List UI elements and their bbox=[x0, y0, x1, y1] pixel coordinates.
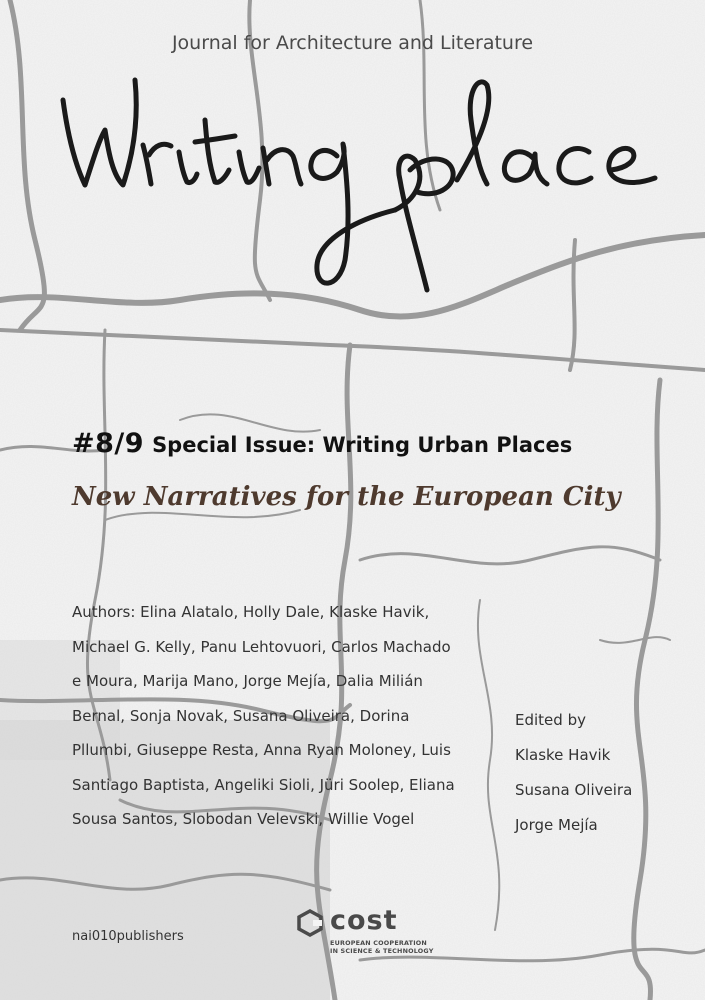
authors-list bbox=[72, 595, 502, 837]
issue-title: Special Issue: Writing Urban Places bbox=[152, 433, 573, 457]
cost-tagline-2: IN SCIENCE & TECHNOLOGY bbox=[330, 947, 434, 955]
publisher-name: nai010publishers bbox=[72, 929, 184, 944]
editors-block bbox=[515, 703, 665, 843]
authors-line: e Moura, Marija Mano, Jorge Mejía, Dalia Milián bbox=[72, 672, 423, 690]
authors-line: Sousa Santos, Slobodan Velevski, Willie Vogel bbox=[72, 810, 415, 828]
authors-line: Bernal, Sonja Novak, Susana Oliveira, Dorina bbox=[72, 706, 410, 725]
authors-line: Pllumbi, Giuseppe Resta, Anna Ryan Moloney, Luis bbox=[72, 741, 451, 759]
authors-line: Santiago Baptista, Angeliki Sioli, Jüri Soolep, Eliana bbox=[72, 775, 455, 794]
editor-name: Susana Oliveira bbox=[515, 781, 633, 799]
editors-label: Edited by bbox=[515, 711, 586, 729]
journal-subtitle: Journal for Architecture and Literature bbox=[171, 32, 534, 54]
cost-hexagon-icon bbox=[296, 909, 324, 937]
issue-tagline: New Narratives for the European City bbox=[72, 482, 621, 512]
authors-line: Authors: Elina Alatalo, Holly Dale, Klaske Havik, bbox=[72, 603, 430, 621]
editor-name: Klaske Havik bbox=[515, 746, 611, 764]
writingplace-logo bbox=[55, 60, 675, 300]
cost-wordmark: cost bbox=[330, 905, 398, 936]
authors-line: Michael G. Kelly, Panu Lehtovuori, Carlos Machado bbox=[72, 637, 451, 656]
cost-tagline-1: EUROPEAN COOPERATION bbox=[330, 939, 427, 947]
cost-logo bbox=[296, 905, 436, 961]
editor-name: Jorge Mejía bbox=[515, 816, 598, 834]
issue-heading bbox=[72, 428, 572, 459]
issue-number: #8/9 bbox=[72, 428, 145, 459]
